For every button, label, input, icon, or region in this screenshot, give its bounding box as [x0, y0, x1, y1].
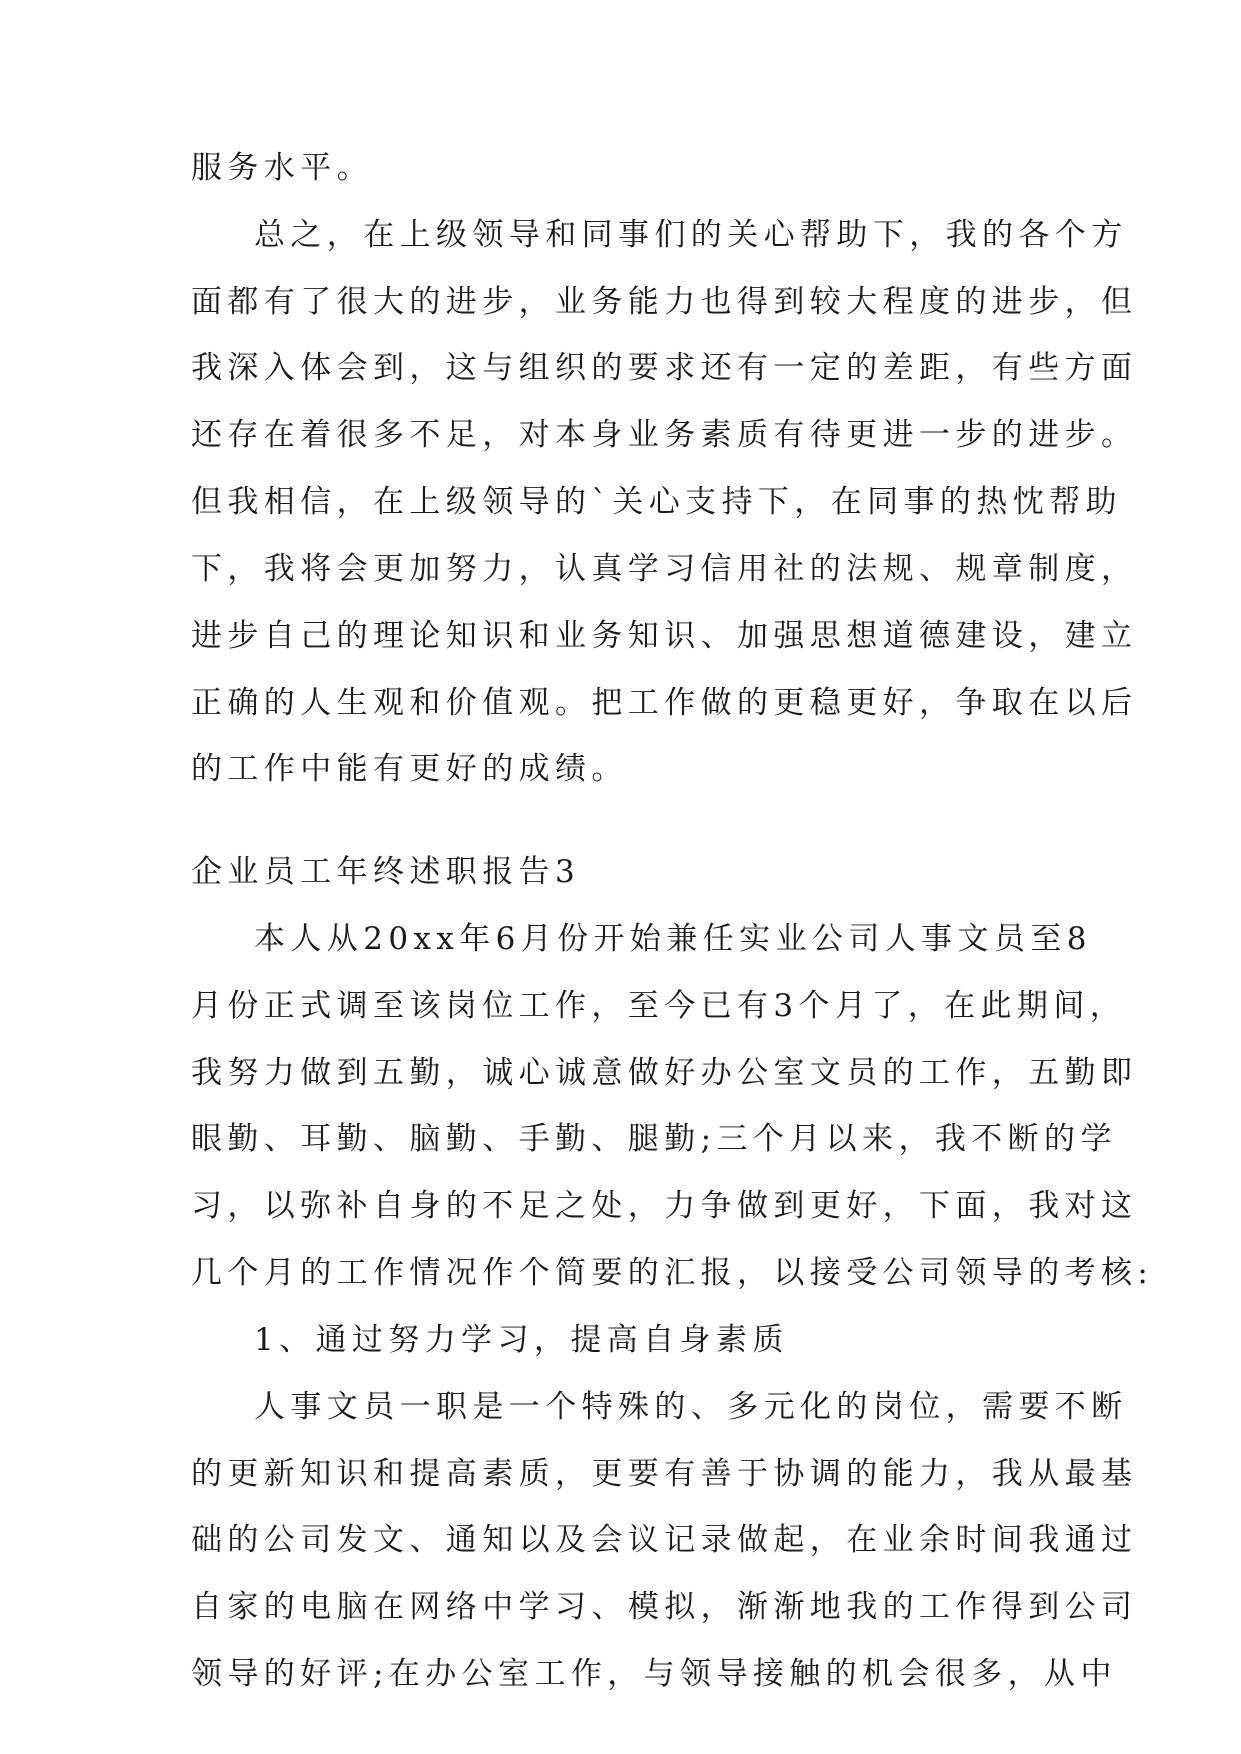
- subheading-line: 1、通过努力学习，提高自身素质: [254, 1322, 789, 1358]
- paragraph-line: 人事文员一职是一个特殊的、多元化的岗位，需要不断: [254, 1389, 1128, 1425]
- paragraph-line: 习，以弥补自身的不足之处，力争做到更好，下面，我对这: [191, 1188, 1138, 1224]
- paragraph-line: 服务水平。: [191, 150, 373, 186]
- paragraph-line: 但我相信，在上级领导的`关心支持下，在同事的热忱帮助: [191, 484, 1122, 520]
- paragraph-line: 进步自己的理论知识和业务知识、加强思想道德建设，建立: [191, 618, 1138, 654]
- section-heading: 企业员工年终述职报告3: [191, 854, 581, 890]
- paragraph-line: 我努力做到五勤，诚心诚意做好办公室文员的工作，五勤即: [191, 1055, 1138, 1091]
- paragraph-line: 础的公司发文、通知以及会议记录做起，在业余时间我通过: [191, 1522, 1138, 1558]
- paragraph-line: 眼勤、耳勤、脑勤、手勤、腿勤;三个月以来，我不断的学: [191, 1121, 1117, 1157]
- paragraph-line: 的更新知识和提高素质，更要有善于协调的能力，我从最基: [191, 1456, 1138, 1492]
- paragraph-line: 领导的好评;在办公室工作，与领导接触的机会很多，从中: [191, 1656, 1117, 1692]
- paragraph-line: 总之，在上级领导和同事们的关心帮助下，我的各个方: [254, 217, 1128, 253]
- paragraph-line: 的工作中能有更好的成绩。: [191, 751, 628, 787]
- paragraph-line: 几个月的工作情况作个简要的汇报，以接受公司领导的考核:: [191, 1255, 1154, 1291]
- paragraph-line: 自家的电脑在网络中学习、模拟，渐渐地我的工作得到公司: [191, 1589, 1138, 1625]
- paragraph-line: 正确的人生观和价值观。把工作做的更稳更好，争取在以后: [191, 685, 1138, 721]
- paragraph-line: 本人从20xx年6月份开始兼任实业公司人事文员至8: [254, 921, 1092, 957]
- paragraph-line: 月份正式调至该岗位工作，至今已有3个月了，在此期间，: [191, 988, 1127, 1024]
- paragraph-line: 我深入体会到，这与组织的要求还有一定的差距，有些方面: [191, 350, 1138, 386]
- paragraph-line: 下，我将会更加努力，认真学习信用社的法规、规章制度，: [191, 551, 1138, 587]
- paragraph-line: 面都有了很大的进步，业务能力也得到较大程度的进步，但: [191, 284, 1138, 320]
- paragraph-line: 还存在着很多不足，对本身业务素质有待更进一步的进步。: [191, 417, 1138, 453]
